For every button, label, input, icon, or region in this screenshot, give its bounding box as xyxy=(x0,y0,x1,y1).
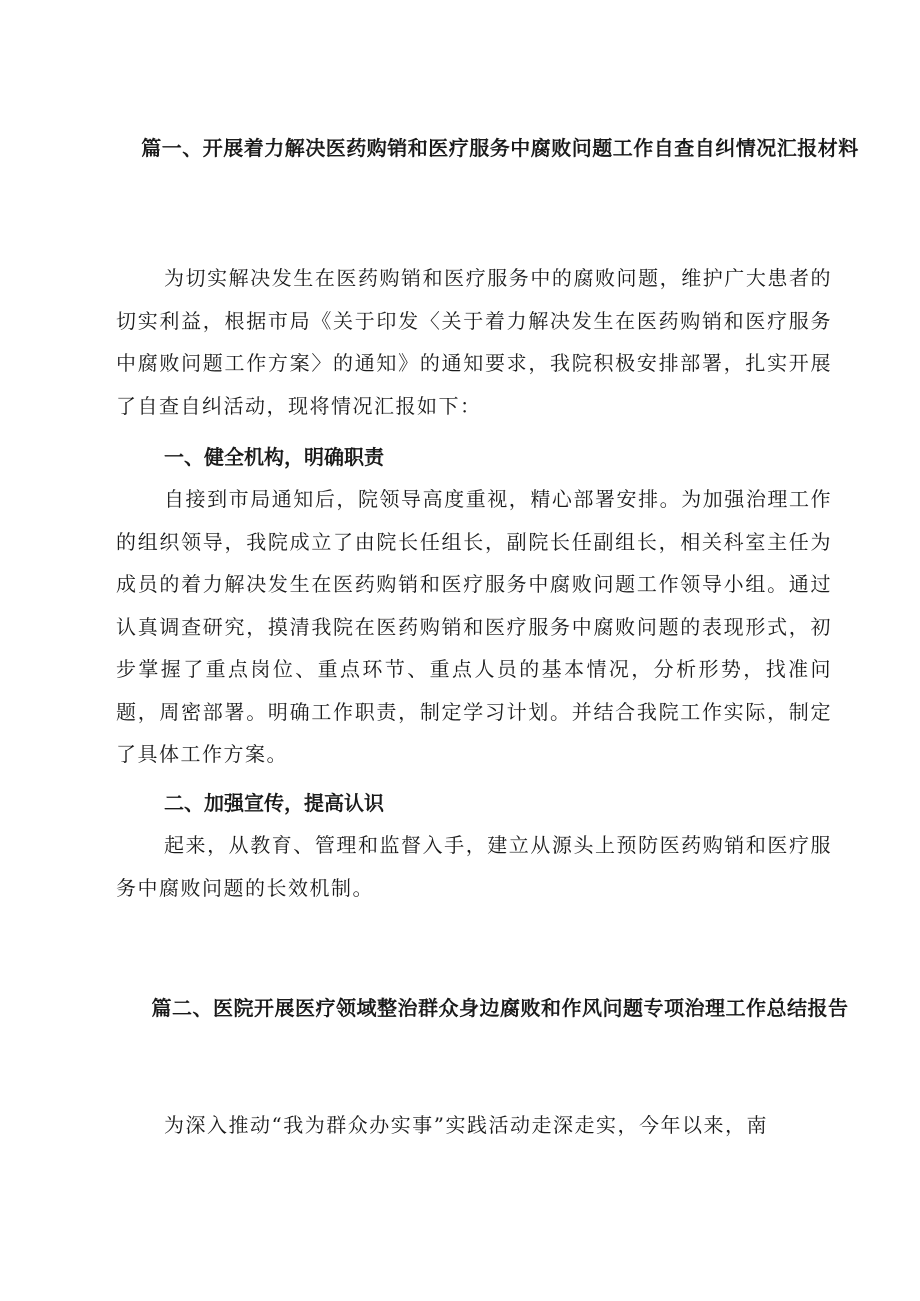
paragraph-mechanism: 起来，从教育、管理和监督入手，建立从源头上预防医药购销和医疗服务中腐败问题的长效机制。 xyxy=(116,833,832,900)
paragraph-summary-start: 为深入推动“我为群众办实事”实践活动走深走实，今年以来，南 xyxy=(164,1113,768,1137)
heading-1: 一、健全机构，明确职责 xyxy=(164,445,384,469)
section-title-1: 篇一、开展着力解决医药购销和医疗服务中腐败问题工作自查自纠情况汇报材料 xyxy=(141,136,859,160)
paragraph-intro: 为切实解决发生在医药购销和医疗服务中的腐败问题，维护广大患者的切实利益，根据市局《关于印发〈关于着力解决发生在医药购销和医疗服务中腐败问题工作方案〉的通知》的通知要求，我院积极安排部署，扎实开展了自查自纠活动，现将情况汇报如下： xyxy=(116,266,832,418)
heading-2: 二、加强宣传，提高认识 xyxy=(164,791,384,815)
section-title-2: 篇二、医院开展医疗领域整治群众身边腐败和作风问题专项治理工作总结报告 xyxy=(151,996,849,1020)
paragraph-organization: 自接到市局通知后，院领导高度重视，精心部署安排。为加强治理工作的组织领导，我院成立了由院长任组长，副院长任副组长，相关科室主任为成员的着力解决发生在医药购销和医疗服务中腐败问题工作领导小组。通过认真调查研究，摸清我院在医药购销和医疗服务中腐败问题的表现形式，初步掌握了重点岗位、重点环节、重点人员的基本情况，分析形势，找准问题，周密部署。明确工作职责，制定学习计划。并结合我院工作实际，制定了具体工作方案。 xyxy=(116,487,832,766)
